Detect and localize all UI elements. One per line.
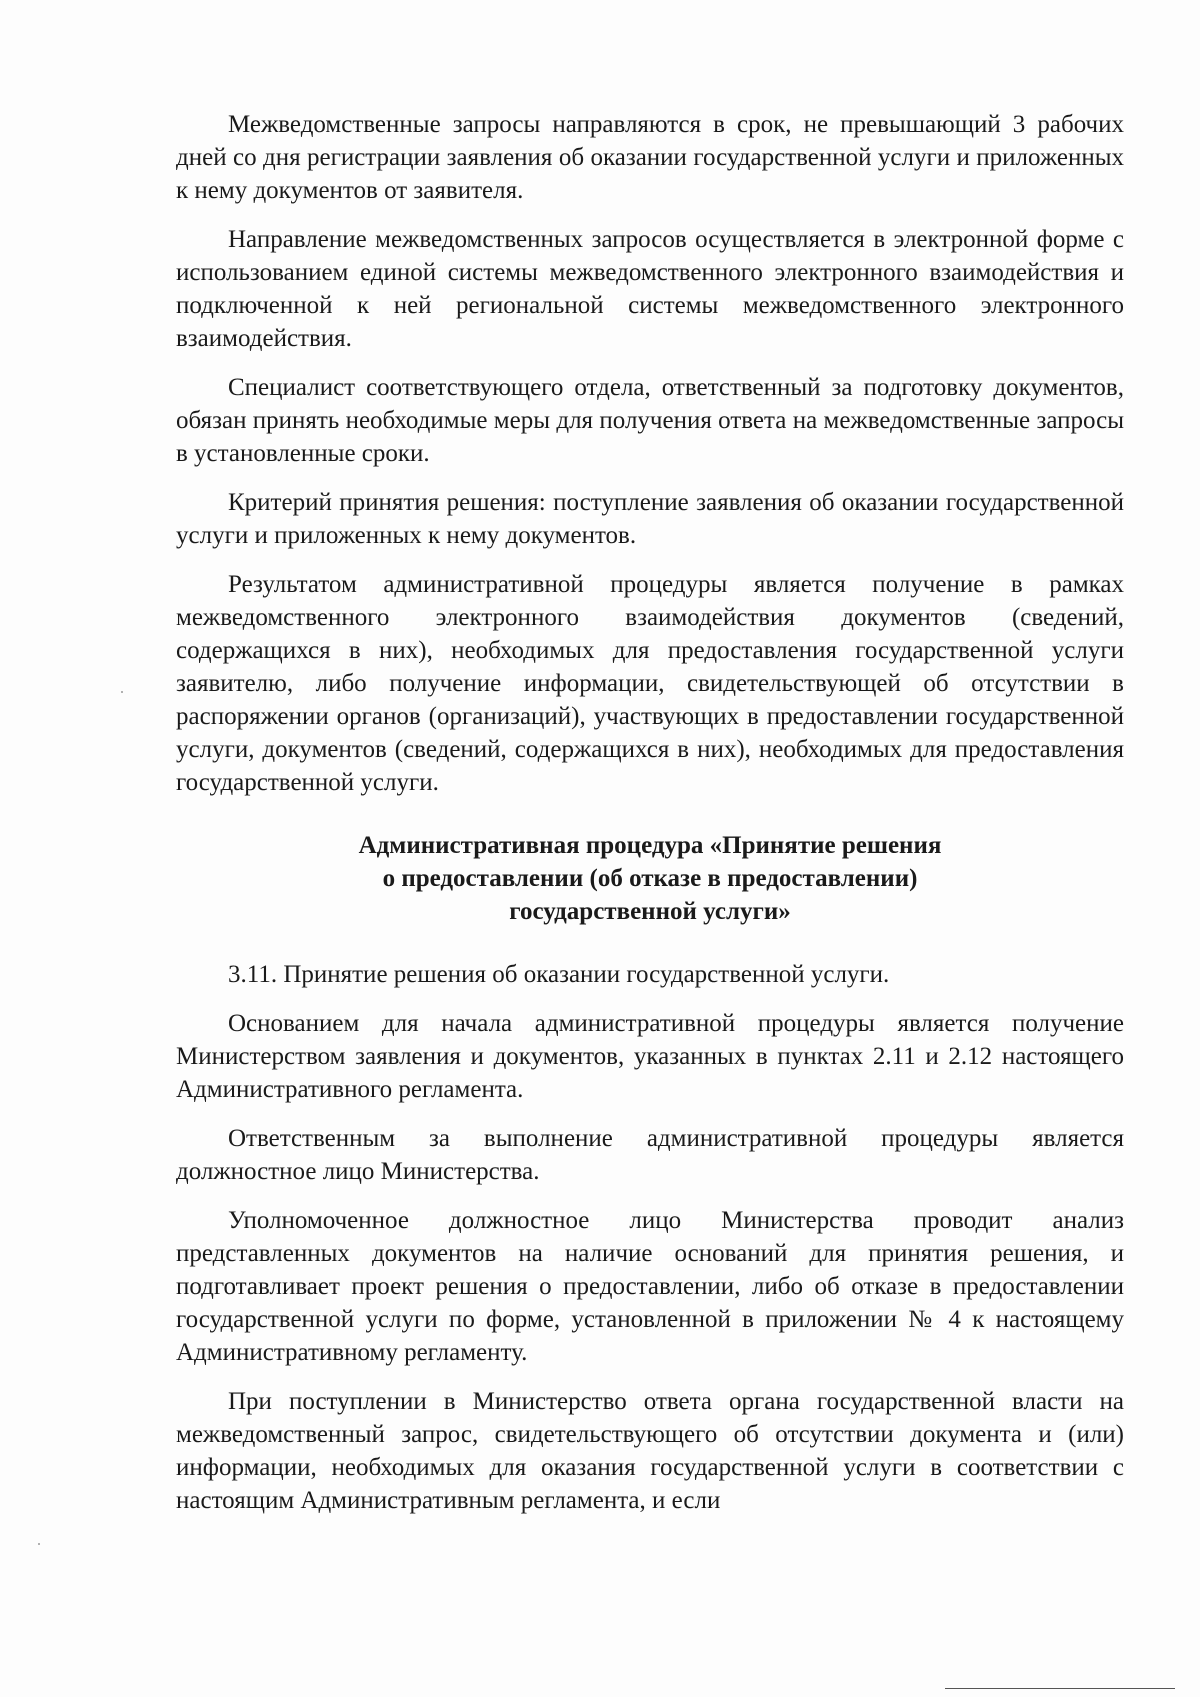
paragraph-3-11: 3.11. Принятие решения об оказании государственной услуги. bbox=[228, 961, 890, 988]
document-body bbox=[176, 108, 1124, 1533]
paragraph-responsible-person: Ответственным за выполнение административной процедуры является должностное лицо Министерства. bbox=[176, 1125, 1124, 1185]
heading-line-3: государственной услуги» bbox=[509, 898, 791, 925]
heading-line-1: Административная процедура «Принятие решения bbox=[358, 832, 942, 859]
heading-line-2: о предоставлении (об отказе в предоставлении) bbox=[382, 865, 918, 892]
paragraph-analysis-and-draft: Уполномоченное должностное лицо Министерства проводит анализ представленных документов на наличие оснований для принятия решения, и подготавливает проект решения о предоставлении, либо об отказе в предоставлении государственной услуги по форме, установленной в приложении № 4 к настоящему Административному регламенту. bbox=[176, 1207, 1124, 1366]
scan-speck bbox=[121, 691, 123, 693]
paragraph-electronic-requests: Направление межведомственных запросов осуществляется в электронной форме с использованием единой системы межведомственного электронного взаимодействия и подключенной к ней региональной системы межведомственного электронного взаимодействия. bbox=[176, 226, 1124, 352]
paragraph-procedure-basis: Основанием для начала административной процедуры является получение Министерством заявления и документов, указанных в пунктах 2.11 и 2.12 настоящего Административного регламента. bbox=[176, 1010, 1124, 1103]
paragraph-interagency-request-deadline: Межведомственные запросы направляются в срок, не превышающий 3 рабочих дней со дня регистрации заявления об оказании государственной услуги и приложенных к нему документов от заявителя. bbox=[176, 111, 1124, 204]
scan-speck bbox=[38, 1543, 40, 1545]
paragraph-absence-response: При поступлении в Министерство ответа органа государственной власти на межведомственный запрос, свидетельствующего об отсутствии документа и (или) информации, необходимых для оказания государственной услуги в соответствии с настоящим Административным регламента, и если bbox=[176, 1388, 1124, 1514]
paragraph-procedure-result: Результатом административной процедуры является получение в рамках межведомственного электронного взаимодействия документов (сведений, содержащихся в них), необходимых для предоставления государственной услуги заявителю, либо получение информации, свидетельствующей об отсутствии в распоряжении органов (организаций), участвующих в предоставлении государственной услуги, документов (сведений, содержащихся в них), необходимых для предоставления государственной услуги. bbox=[176, 571, 1124, 796]
footer-rule bbox=[945, 1688, 1175, 1689]
paragraph-specialist-duty: Специалист соответствующего отдела, ответственный за подготовку документов, обязан принять необходимые меры для получения ответа на межведомственные запросы в установленные сроки. bbox=[176, 374, 1124, 467]
section-heading bbox=[176, 829, 1124, 928]
paragraph-decision-criterion: Критерий принятия решения: поступление заявления об оказании государственной услуги и приложенных к нему документов. bbox=[176, 489, 1124, 549]
